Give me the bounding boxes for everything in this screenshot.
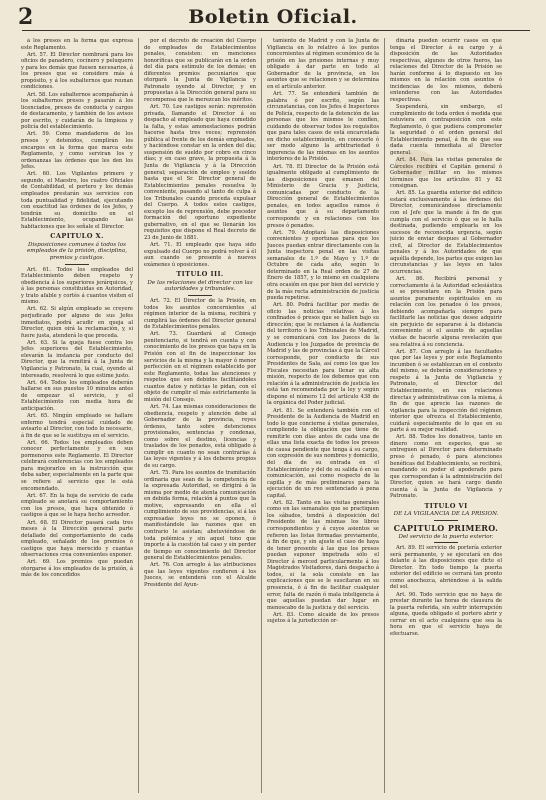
- article-paragraph: Art. 75. Para los asuntos de tramitación ordinaria que sean de la competencia de la expresada Autoridad, se dirigirá á la misma por medio de atenta comunicación en debida forma, relación á puntos que la motive, expresando en ella el cumplimiento de sus providencias, si á las expresadas leyes no se oponen, ó manifestándole las razones que en contrario le asistan; abstuviéndose de toda polémica y sin aquel tono que importe á la cuestión tal caso y sin perder de tiempo en conocimiento del Director general de Establecimientos penales.: [144, 470, 256, 562]
- article-paragraph: Art. 59. Como mandaderos de los presos y detenidos, cumplirán los encargos en la forma que marca este Reglamento, y como serviran los y ordenanzas las órdenes que les den los Jefes.: [21, 131, 133, 171]
- article-paragraph: Art. 87. Con arreglo á las facultades que por las leyes y por este Reglamento incumben ó se establezcan en el contexto del mismo, se deberán consideraciones y respeto á la Junta de Vigilancia y Patronato, el Director del Establecimiento, en sus relaciones directas y administrativas con la misma, á fin de que aprecie las razones de vigilancia para la inspección del régimen interior que ofrezca el Establecimiento, cuidará especialmente de lo que en su parte á su mejor realidad.: [390, 348, 502, 434]
- section-subheading: DE LA VIGILANCIA DE LA PRISION.: [393, 511, 499, 518]
- article-paragraph: Art. 63. Si la queja fuese contra los Jefes superiores del Establecimiento, elevarán la instancia por conducto del Director, que la remitirá á la Junta de Vigilancia y Patronato, la cual, oyendo al interesado, resolverá lo que estime justo.: [21, 339, 133, 379]
- section-separator: [188, 295, 212, 296]
- article-paragraph: tamiento de Madrid y con la Junta de Vigilancia en lo relativo á los puntos concernientes al régimen económico de la prisión en las prisiones internas y muy obligado á dar parte en todo al Gobernador de la provincia, en los asuntos que se relacionen y se determina en el artículo anterior.: [267, 38, 379, 90]
- article-paragraph: Art. 81. Se entenderá también con el Presidente de la Audiencia de Madrid en todo lo que concierne á visitas generales, cumpliendo la obligación que tiene de remitirle con días antes de cada una de ellas una lista exacta de todos los presos de causa pendiente que tenga á su cargo, con expresión de sus nombres y domicilio, del día de su entrada en el Establecimiento y del de su salida ó en su comunicación, así como respecto de la capilla y de más preliminares para la ejecución de un reo sentenciado á pena capital.: [267, 407, 379, 499]
- section-subheading: De las relaciones del director con las autoridades y tribunales.: [147, 279, 253, 293]
- column-1: [21, 38, 133, 793]
- article-paragraph: Art. 69. Los premios que puedan otorgarse á los empleados de la prisión, á más de los concedidos: [21, 559, 133, 579]
- column-2: [144, 38, 256, 793]
- article-paragraph: Art. 57. El Director nombrará para los oficios de panadero, cocinero y peluquero y para los demás que fuesen necesarios, á los presos que se considere más á propósito, y á los subalternos que reunan condiciones.: [21, 51, 133, 91]
- article-paragraph: Art. 86. Recibirá personal y correctamente á la Autoridad eclesiástica si se presentare en la Prisión para asuntos puramente espirituales en su relación con los penados ó los presos, debiendo acompañarla siempre para facilitarle las noticias que desee adquirir sin perjuicio de separarse á la distancia conveniente si el asunto de aquellas visitas de hacerle alguna revelación que sea relativa á su conciencia.: [390, 276, 502, 348]
- section-heading: TITULO VI: [424, 501, 468, 510]
- column-divider: [138, 38, 139, 793]
- article-paragraph: Art. 74. Las mismas consideraciones de obediencia, respeto y atención debe al Gobernador de la provincia, reyes órdenes, tanto sobre detenciones provisionales, sentencias y condenas, como sobre el destino, licencias y traslados de los penados, está obligado á cumplir en cuanto no sean contrarias á las leyes vigentes y á los deberes propios de su cargo.: [144, 404, 256, 469]
- column-divider: [384, 38, 385, 793]
- article-paragraph: Art. 80. Podrá facilitar por medio de oficio las noticias relativas á los confinados ó presos que se hallen bajo su dirección; que le reclamen á la Audiencia del territorio ó los Tribunales de Madrid, y se comunicará con los Jueces de la Audiencia y los Juzgados de provincia de Madrid y las de provincias á que la Cárcel corresponde, por conducto de sus Presidentes de Sala, así como los que los Fiscales necesitan para llenar su alta misión, respecto de los debemos que con relación á la administración de justicia les está tan recomendada por la ley y según dispone el número 12 del artículo 438 de la orgánica del Poder judicial.: [267, 302, 379, 407]
- article-paragraph: Art. 66. Todos los empleados deben conocer perfectamente y en sus pormenores este Reglamento. El Director celebrará conferencias con los empleados para mejorarlos en la instrucción que deba saber, especialmente en la parte que se refiere al servicio que le está encomendado.: [21, 439, 133, 492]
- section-heading: TITULO III.: [176, 270, 224, 279]
- page-title: Boletin Oficial.: [188, 6, 358, 28]
- article-paragraph: Art. 61. Todos los empleados del Establecimiento deben respeto y obediencia á los superiores jerárquicos, y á las personas constituidas en Autoridad, y trato afable y cortés á cuantos visiten el mismo.: [21, 266, 133, 306]
- article-paragraph: Art. 76. Con arreglo á las atribuciones que las leyes vigentes confieren á los Jueces, se entenderá con el Alcalde Presidente del Ayun-: [144, 562, 256, 588]
- article-paragraph: Art. 70. Los castigos serán: reprensión privada, llamando el Director á su despacho al empleado que haya cometido la falta, y estas amonestaciones podrán hacerse hasta tres veces; reprensión pública al frente de los demás empleados, y haciéndose constar en la orden del día; suspensión de sueldo por cobro en cinco días; y en caso grave, la propuesta á la Junta de Vigilancia y á la Dirección general; separación de empleo y sueldo hasta que el Sr. Director general de Establecimientos penales resuelva lo conveniente, pasando al tanto de culpa á los Tribunales cuando proceda expulsar del Cuerpo. A todos estos castigos, excepto los de reprensión, debe preceder formación del oportuno expediente gubernativo, en el que se llenarán los requisitos que dispone el Real decreto de 23 de Junio de 1881.: [144, 104, 256, 241]
- article-paragraph: Art. 89. El servicio de portería exterior será permanente, y se ejecutará en dos delante á las disposiciones que dicte el Director. En todo tiempo la puerta exterior del edificio se cerrará tan pronto como anochezca, abriéndose á la salida del sol.: [390, 545, 502, 591]
- section-separator: [65, 264, 89, 265]
- article-paragraph: Art. 82. Tanto en las visitas generales como en las semanales que se practiquen los sábados, tendrá á disposición del Presidente de las mismas los libros correspondientes y á cuyos asientos se refieren las listas formadas previamente, á fin de que, y sin ajuste el caso de haya de tener presente á las que los presos puedan suponer impetrada sólo el Director á merced particularmente á los Magistrados Visitadores, dará despacho á todos, si la sola consiste en las explicaciones que se le suscitaran en su presencia, ó á fin de facilitar cualquier error, falta de razón ó mala inteligencia á que aquellas puedan dar lugar en menoscabo de la justicia y del servicio.: [267, 499, 379, 611]
- article-paragraph: por el decreto de creación del Cuerpo de empleados de Establecimientos penales, consisten: en menciones honoríficas que se publicarán en la orden del día para estímulo de los demás; en diferentes premios pecuniarios que otorgará la Junta de Vigilancia y Patronato oyendo al Director, y en propuestas á la Dirección general para su recompensa que le merezcan los méritos.: [144, 38, 256, 103]
- article-paragraph: Art. 72. El Director de la Prisión, en todos los asuntos concernientes al régimen interior de la misma, recibirá y cumplirá las órdenes del Director general de Establecimientos penales.: [144, 298, 256, 331]
- article-paragraph: Art. 68. El Director pasará cada tres meses á la Dirección general parte detallado del comportamiento de cada empleado, señalado de los premios ó castigos que haya merecido y cuantas observaciones crea convenientes exponer.: [21, 519, 133, 559]
- article-paragraph: Art. 84. Para las visitas generales de Cárceles recibirá el Capitán general ó Gobernador militar en los mismos términos que los artículos 81 y 82 consignan.: [390, 157, 502, 190]
- section-heading: CAPITULO PRIMERO.: [393, 522, 499, 533]
- article-paragraph: Art. 67. En la hoja de servicio de cada empleado se anotará su comportamiento con los presos, que haya obtenido ó castigos á que se le haya hecho acreedor.: [21, 492, 133, 519]
- article-paragraph: Art. 79. Adoptará las disposiciones convenientes y oportunas para que los Jueces puedan entrar directamente con la Junta inspectora penal en las visitas semanales de 1.º de Mayo y 1.º de Octubre de cada año, según lo determinado en la Real orden de 27 de Enero de 1857, y lo mismo en cualquiera otra ocasión en que por bien del servicio y de la más recta administración de justicia pueda repetirse.: [267, 229, 379, 302]
- article-paragraph: Art. 88. Todos los donativos, tanto en dinero como en especies, que se entreguen al Director para determinado preso ó penado, ó para atenciones benéficas del Establecimiento, se recibirá, mandando su poder el apoderado para que correspondan á la administración del Director, quien se hará cargo dando cuenta á la Junta de Vigilancia y Patronato.: [390, 434, 502, 500]
- article-paragraph: Art. 90. Todo servicio que no haya de prestar durante las horas de clausura de la puerta referida, sin sufrir interrupción alguna, queda obligado el portero abrir y cerrar en el acto cualquiera que sea la hora en que el servicio haya de efectuarse.: [390, 591, 502, 637]
- section-heading: CAPITULO X.: [50, 232, 104, 241]
- section-separator: [434, 542, 458, 543]
- page-number: 2: [18, 4, 34, 30]
- article-paragraph: Art. 77. Se entenderá también de palabra ó por escrito, según las circunstancias, con los Jefes é Inspectores de Policía, respecto de la detención de las personas que los mismos le confíen, cuidando de observar todos los requisitos que para tales casos de está encarcelada en dicho establecimiento, en conocerle ó ser modo alguno la arbitrariedad ó ingerencia de las mismas en los asuntos interiores de la Prisión.: [267, 90, 379, 163]
- paper-stain: [395, 150, 435, 178]
- article-paragraph: Suspenderá, sin embargo, el cumplimiento de toda orden ó medida que estuviera en contraposición con este Reglamento, ó que pudiera comprometer la seguridad ó el orden general del Establecimiento penal, á fin de que sea dada cuenta inmediata al Director general.: [390, 104, 502, 156]
- section-separator: [434, 520, 458, 521]
- article-paragraph: á los presos en la forma que expresa este Reglamento.: [21, 38, 133, 51]
- header-rule: [22, 30, 530, 31]
- article-paragraph: Art. 78. El Director de la Prisión está igualmente obligado al cumplimiento de las disposiciones que emanen del Ministerio de Gracia y Justicia, comunicadas por conducto de la Dirección general de Establecimientos penales, en todos aquellos ramos ó asuntos que á su departamento corresponde y en relaciones con los presos ó penados.: [267, 163, 379, 229]
- article-paragraph: Art. 64. Todos los empleados deberán hallarse en sus puestos 10 minutos antes de empezar el servicio, y el Establecimiento con media hora de anticipación.: [21, 379, 133, 412]
- article-paragraph: dinaria pueden ocurrir casos en que tenga el Director á su cargo y á disposición de las Autoridades respectivas, algunos de otros fueros, las relaciones del Director de la Prisión se harán conforme á lo dispuesto en los mismos en la relación con asuntos ó incidencias de los mismos, deberá entenderse con las Autoridades respectivas.: [390, 38, 502, 103]
- article-paragraph: Art. 85. La guardia exterior del edificio estará exclusivamente á las órdenes del Director, comunicándose directamente con el Jefe que la mande á fin de que cumpla con el servicio ó que se le halla destinada, pudiendo emplearla en los sucesos de reconocida urgencia, según juicio de enviar despues al Gobernador civil, al Director de Establecimientos penales y á los Autoridades de que aquélla depende, los partes que exigen las circunstancias y las leyes en tales ocurrencias.: [390, 190, 502, 275]
- article-paragraph: Art. 83. Como alcaide de los presos sujetos á la jurisdicción or-: [267, 611, 379, 625]
- article-paragraph: Art. 60. Los Vigilantes primero y segundo, el Maestro, los cuatro Oficiales de Contabilidad, el portero y los demás empleados prestarán sus servicios con toda puntualidad y fidelidad, ejecutando con exactitud las órdenes de los Jefes, y tendrán su domicilio en el Establecimiento, ocupando las habitaciones que les señale el Director.: [21, 171, 133, 230]
- section-subheading: Disposiciones comunes á todos los empleados de la prisión, disciplina, premios y castigos.: [26, 241, 128, 261]
- article-paragraph: Art. 58. Los subalternos acompañarán á los subalternos presos y pasarán á los licenciados, presos de conducta y cargos de destacamento, y también de los avisos por escrito, y cuidarán de la limpieza y policía del establecimiento.: [21, 91, 133, 131]
- column-3: [267, 38, 379, 793]
- article-paragraph: Art. 65. Ningún empleado se hallare enfermo tendrá especial cuidado de avisarlo al Director, con todo lo necesario, á fin de que se le sustituya en el servicio.: [21, 412, 133, 439]
- article-paragraph: Art. 71. El empleado que haya sido expulsado del Cuerpo no podrá volver á él aun cuando se presente á nuevos exámenes ú oposiciones.: [144, 242, 256, 268]
- article-paragraph: Art. 62. Si algún empleado se creyere perjudicado por alguno de sus Jefes inmediatos, podrá acudir en queja al Director, quien oirá la reclamación, y, si fuere justa, atenderá lo que proceda.: [21, 306, 133, 339]
- column-divider: [261, 38, 262, 793]
- article-paragraph: Art. 73. Guardará al Consejo penitenciario, si tendrá en cuenta y con conocimiento de los presos que haya en la Prisión con el fin de inspeccionar los servicios de la misma y la mayor ó menor perfección en el régimen establecido por este Reglamento, todas las atenciones y respetos que son debidos facilitándoles cuantos datos y noticias le pidan, con el objeto de cumplir el más estrictamente la misión del Consejo.: [144, 331, 256, 403]
- section-subheading: Del servicio de la puerta exterior.: [398, 533, 494, 540]
